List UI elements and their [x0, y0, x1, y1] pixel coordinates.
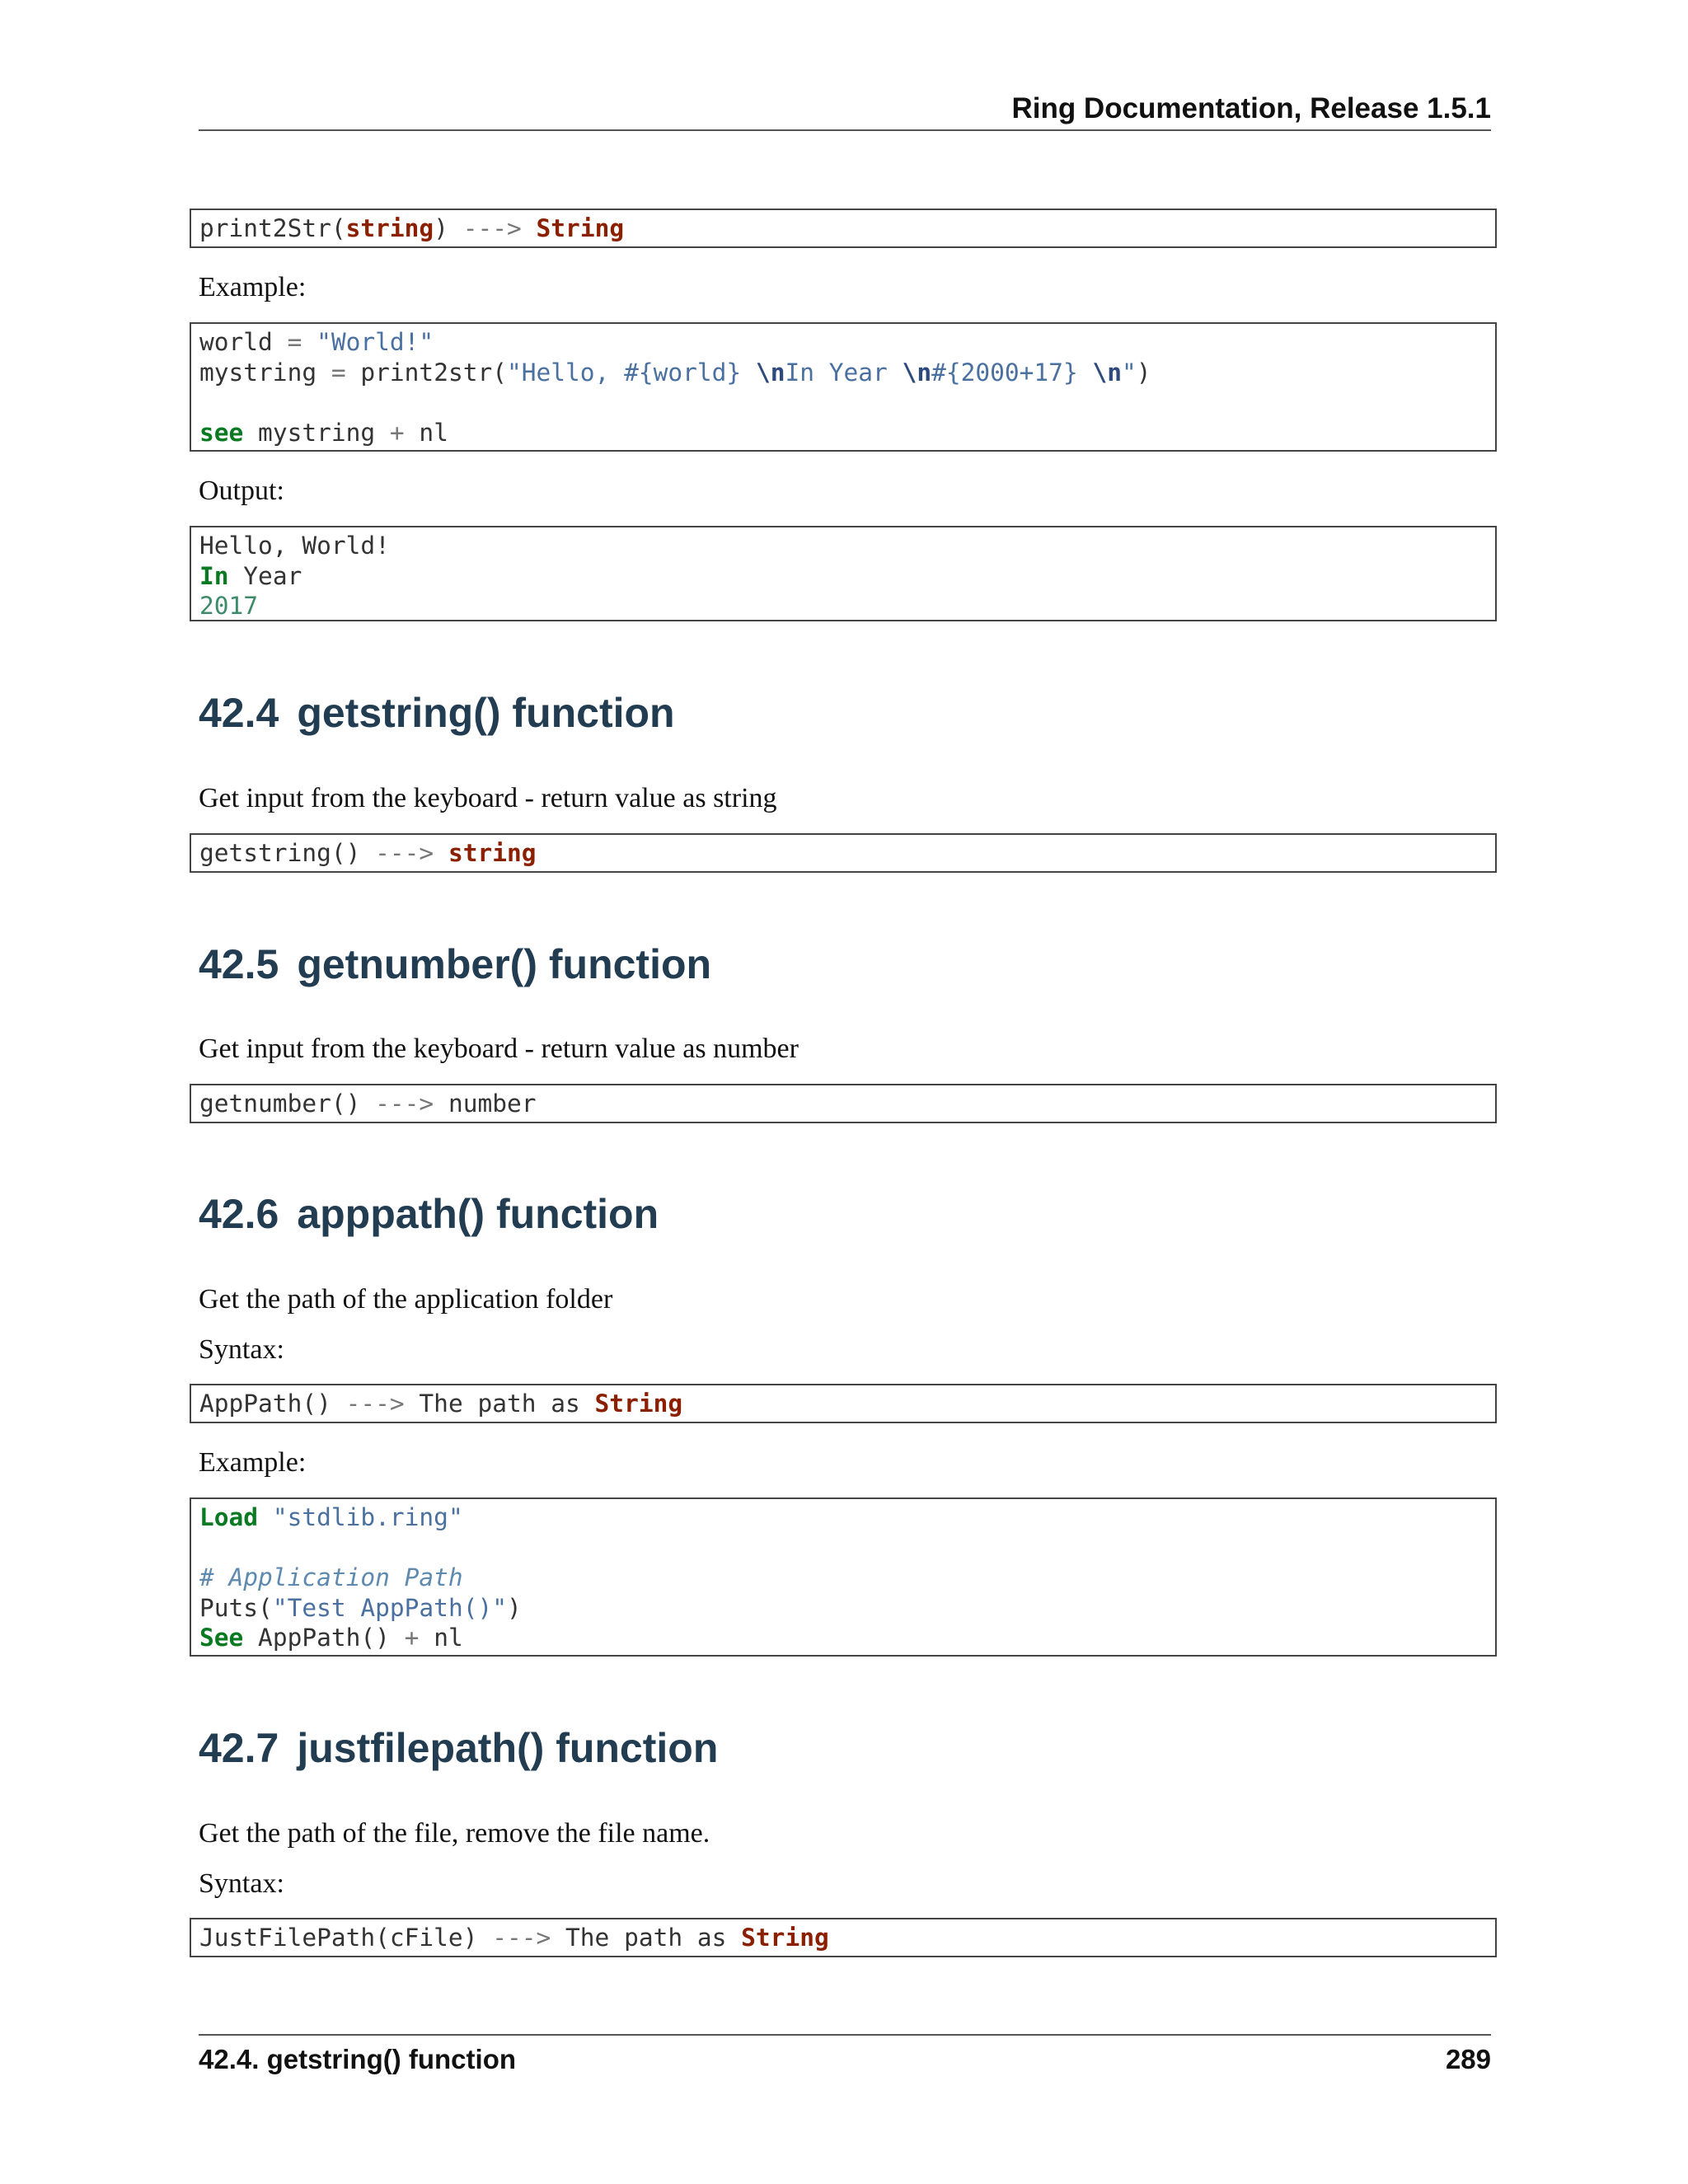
code-line	[199, 418, 1487, 448]
code-block	[190, 1497, 1497, 1657]
code-line	[199, 591, 1487, 621]
section-heading	[199, 1190, 659, 1238]
code-token: AppPath()	[243, 1624, 405, 1652]
output-label: Output:	[199, 476, 284, 506]
section-number: 42.6	[199, 1191, 279, 1237]
code-token: "Hello, #{world}	[507, 358, 756, 387]
code-token	[522, 214, 537, 242]
code-block	[190, 833, 1497, 873]
code-line	[199, 1563, 1487, 1593]
code-token	[258, 1503, 273, 1531]
section-title: justfilepath() function	[297, 1725, 719, 1771]
code-token: \n	[902, 358, 932, 387]
code-block	[190, 322, 1497, 452]
code-token: )	[506, 1593, 522, 1622]
page-header	[199, 92, 1491, 131]
paragraph: Get input from the keyboard - return value as number	[199, 1033, 799, 1064]
code-line	[199, 213, 1487, 244]
code-token: --->	[492, 1924, 551, 1952]
section-number: 42.4	[199, 690, 279, 736]
section-heading	[199, 940, 711, 988]
code-token: String	[536, 214, 625, 242]
example-label: Example:	[199, 272, 307, 302]
code-line	[199, 1533, 1487, 1563]
code-line	[199, 1389, 1487, 1419]
paragraph: Get input from the keyboard - return value as string	[199, 783, 777, 813]
section-title: getnumber() function	[297, 941, 712, 987]
code-block	[190, 526, 1497, 621]
code-token: Load	[199, 1503, 259, 1531]
syntax-label: Syntax:	[199, 1334, 284, 1365]
code-token: )	[434, 214, 463, 242]
code-token: --->	[462, 214, 522, 242]
code-line	[199, 1923, 1487, 1953]
code-line	[199, 1623, 1487, 1653]
section-number: 42.7	[199, 1725, 279, 1771]
code-token: String	[741, 1924, 829, 1952]
code-token	[302, 328, 316, 356]
section-title: getstring() function	[297, 690, 675, 736]
code-block	[190, 209, 1497, 248]
paragraph: Get the path of the file, remove the file name.	[199, 1818, 710, 1849]
code-token: mystring	[243, 418, 390, 447]
code-token: number	[434, 1090, 537, 1118]
example-label: Example:	[199, 1447, 307, 1478]
footer-section: 42.4. getstring() function	[199, 2044, 517, 2074]
code-token: "	[1122, 358, 1137, 387]
code-token: "Test AppPath()"	[272, 1593, 507, 1622]
code-token: The path as	[404, 1390, 595, 1418]
code-token: \n	[755, 358, 785, 387]
code-token: \n	[1092, 358, 1122, 387]
code-token: --->	[345, 1390, 405, 1418]
code-token: nl	[404, 418, 448, 447]
code-token: See	[199, 1624, 244, 1652]
code-token: In Year	[785, 358, 903, 387]
code-line	[199, 838, 1487, 869]
code-block	[190, 1084, 1497, 1123]
code-line	[199, 1593, 1487, 1624]
code-line	[199, 531, 1487, 561]
code-token: nl	[419, 1624, 463, 1652]
code-block	[190, 1384, 1497, 1423]
code-token: =	[287, 328, 302, 356]
code-line	[199, 387, 1487, 418]
header-title: Ring Documentation, Release 1.5.1	[1011, 92, 1491, 124]
page-footer	[199, 2034, 1491, 2083]
section-number: 42.5	[199, 941, 279, 987]
syntax-label: Syntax:	[199, 1868, 284, 1899]
code-token: The path as	[551, 1924, 742, 1952]
code-token	[434, 839, 448, 867]
code-block	[190, 1918, 1497, 1957]
code-token: In	[199, 561, 229, 590]
code-token: Puts(	[199, 1593, 273, 1622]
code-token: print2Str(	[199, 214, 346, 242]
code-token: string	[345, 214, 434, 242]
code-token: String	[594, 1390, 683, 1418]
paragraph: Get the path of the application folder	[199, 1284, 613, 1315]
code-token: Year	[228, 561, 302, 590]
code-token: "stdlib.ring"	[272, 1503, 463, 1531]
code-line	[199, 358, 1487, 388]
code-line	[199, 561, 1487, 592]
section-heading	[199, 689, 675, 737]
section-heading	[199, 1724, 718, 1772]
code-token: --->	[375, 1090, 434, 1118]
code-token: AppPath()	[199, 1390, 346, 1418]
code-line	[199, 1502, 1487, 1533]
code-token: 2017	[199, 592, 259, 620]
code-token: #{2000+17}	[931, 358, 1093, 387]
code-token: "World!"	[316, 328, 434, 356]
code-token: string	[448, 839, 537, 867]
code-token: # Application Path	[199, 1563, 463, 1591]
code-line	[199, 1089, 1487, 1119]
code-token: getstring()	[199, 839, 376, 867]
section-title: apppath() function	[297, 1191, 659, 1237]
code-token: JustFilePath(cFile)	[199, 1924, 493, 1952]
code-token: getnumber()	[199, 1090, 376, 1118]
code-token: +	[404, 1624, 420, 1652]
code-line	[199, 327, 1487, 358]
code-token: --->	[375, 839, 434, 867]
code-token: )	[1136, 358, 1151, 387]
code-token: mystring	[199, 358, 331, 387]
code-token: Hello, World!	[199, 532, 390, 560]
code-token: world	[199, 328, 288, 356]
code-token: =	[331, 358, 346, 387]
code-token: print2str(	[345, 358, 507, 387]
code-token: see	[199, 418, 244, 447]
code-token: +	[389, 418, 405, 447]
page-number: 289	[1445, 2044, 1491, 2074]
